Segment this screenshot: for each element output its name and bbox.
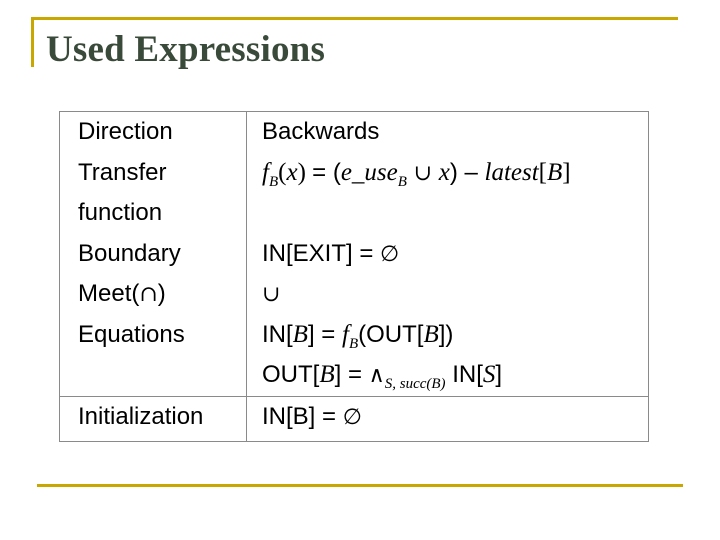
eq1-f-sub: B <box>348 335 359 352</box>
label-spacer <box>60 355 246 396</box>
label-initialization: Initialization <box>78 402 204 430</box>
eq2-b: B <box>319 361 335 388</box>
union-icon: ∪ <box>262 282 281 307</box>
title-rule-top <box>31 17 678 20</box>
transfer-x-2: x <box>438 158 450 186</box>
transfer-f: f <box>262 158 269 186</box>
eq2-meet-sub: S, succ(B) <box>384 376 446 392</box>
transfer-f-sub: B <box>268 173 279 190</box>
eq2-in: IN[ <box>452 361 483 388</box>
value-boundary <box>247 234 648 275</box>
transfer-bracket-close: ] <box>562 158 571 186</box>
boundary-text: IN[EXIT] = <box>262 239 374 267</box>
intersection-symbol: ∩ <box>139 282 158 307</box>
value-equation-out <box>247 355 648 396</box>
value-initialization <box>247 397 648 441</box>
initialization-label-cell <box>60 396 247 441</box>
transfer-x: x <box>286 158 298 186</box>
empty-set-icon-2: ∅ <box>342 404 362 430</box>
eq1-mid: ] = <box>307 320 336 348</box>
eq2-s: S <box>482 361 496 388</box>
label-boundary: Boundary <box>78 239 181 267</box>
eq2-out: OUT[ <box>262 361 320 388</box>
eq1-close: ]) <box>438 320 454 348</box>
eq1-b: B <box>292 320 308 348</box>
eq2-close: ] <box>495 361 503 388</box>
transfer-bracket-b: B <box>547 158 563 186</box>
transfer-e-use-sub: B <box>397 173 407 190</box>
footer-rule <box>37 484 683 487</box>
init-text: IN[B] = <box>262 402 337 430</box>
initialization-value-cell <box>247 396 649 441</box>
value-equation-in <box>247 315 648 356</box>
transfer-latest: latest <box>484 158 539 186</box>
value-transfer-function: $f_B(x)$ = (e_use$_B$ ∪ x) – latest[B] <box>262 158 571 190</box>
title-rule-left <box>31 17 34 67</box>
table-row-main <box>60 112 649 397</box>
value-meet <box>247 274 648 315</box>
label-transfer: Transfer <box>78 158 167 186</box>
table-row-initialization <box>60 396 649 441</box>
eq1-out-open: (OUT[ <box>358 320 424 348</box>
values-cell <box>247 112 649 397</box>
union-symbol: ∪ <box>413 160 433 186</box>
value-direction: Backwards <box>262 118 380 145</box>
properties-table <box>59 111 649 442</box>
eq2-mid: ] = <box>334 361 362 388</box>
label-equations: Equations <box>78 320 185 348</box>
empty-set-icon: ∅ <box>380 241 400 267</box>
label-direction: Direction <box>78 118 173 145</box>
transfer-bracket-open: [ <box>538 158 547 186</box>
labels-cell <box>60 112 247 397</box>
eq1-out-b: B <box>423 320 439 348</box>
transfer-close-minus: ) – <box>449 158 478 186</box>
label-meet <box>60 274 246 315</box>
value-spacer <box>247 193 648 234</box>
eq1-in: IN[ <box>262 320 293 348</box>
label-function: function <box>78 199 163 226</box>
meet-label-suffix: ) <box>157 280 166 307</box>
eq1-f: f <box>341 320 349 348</box>
transfer-eq-open: = ( <box>312 158 341 186</box>
meet-operator-icon: ∧ <box>368 363 385 388</box>
page-title: Used Expressions <box>46 29 326 70</box>
transfer-e-use: e_use <box>340 158 398 186</box>
meet-label-prefix: Meet( <box>78 280 140 307</box>
